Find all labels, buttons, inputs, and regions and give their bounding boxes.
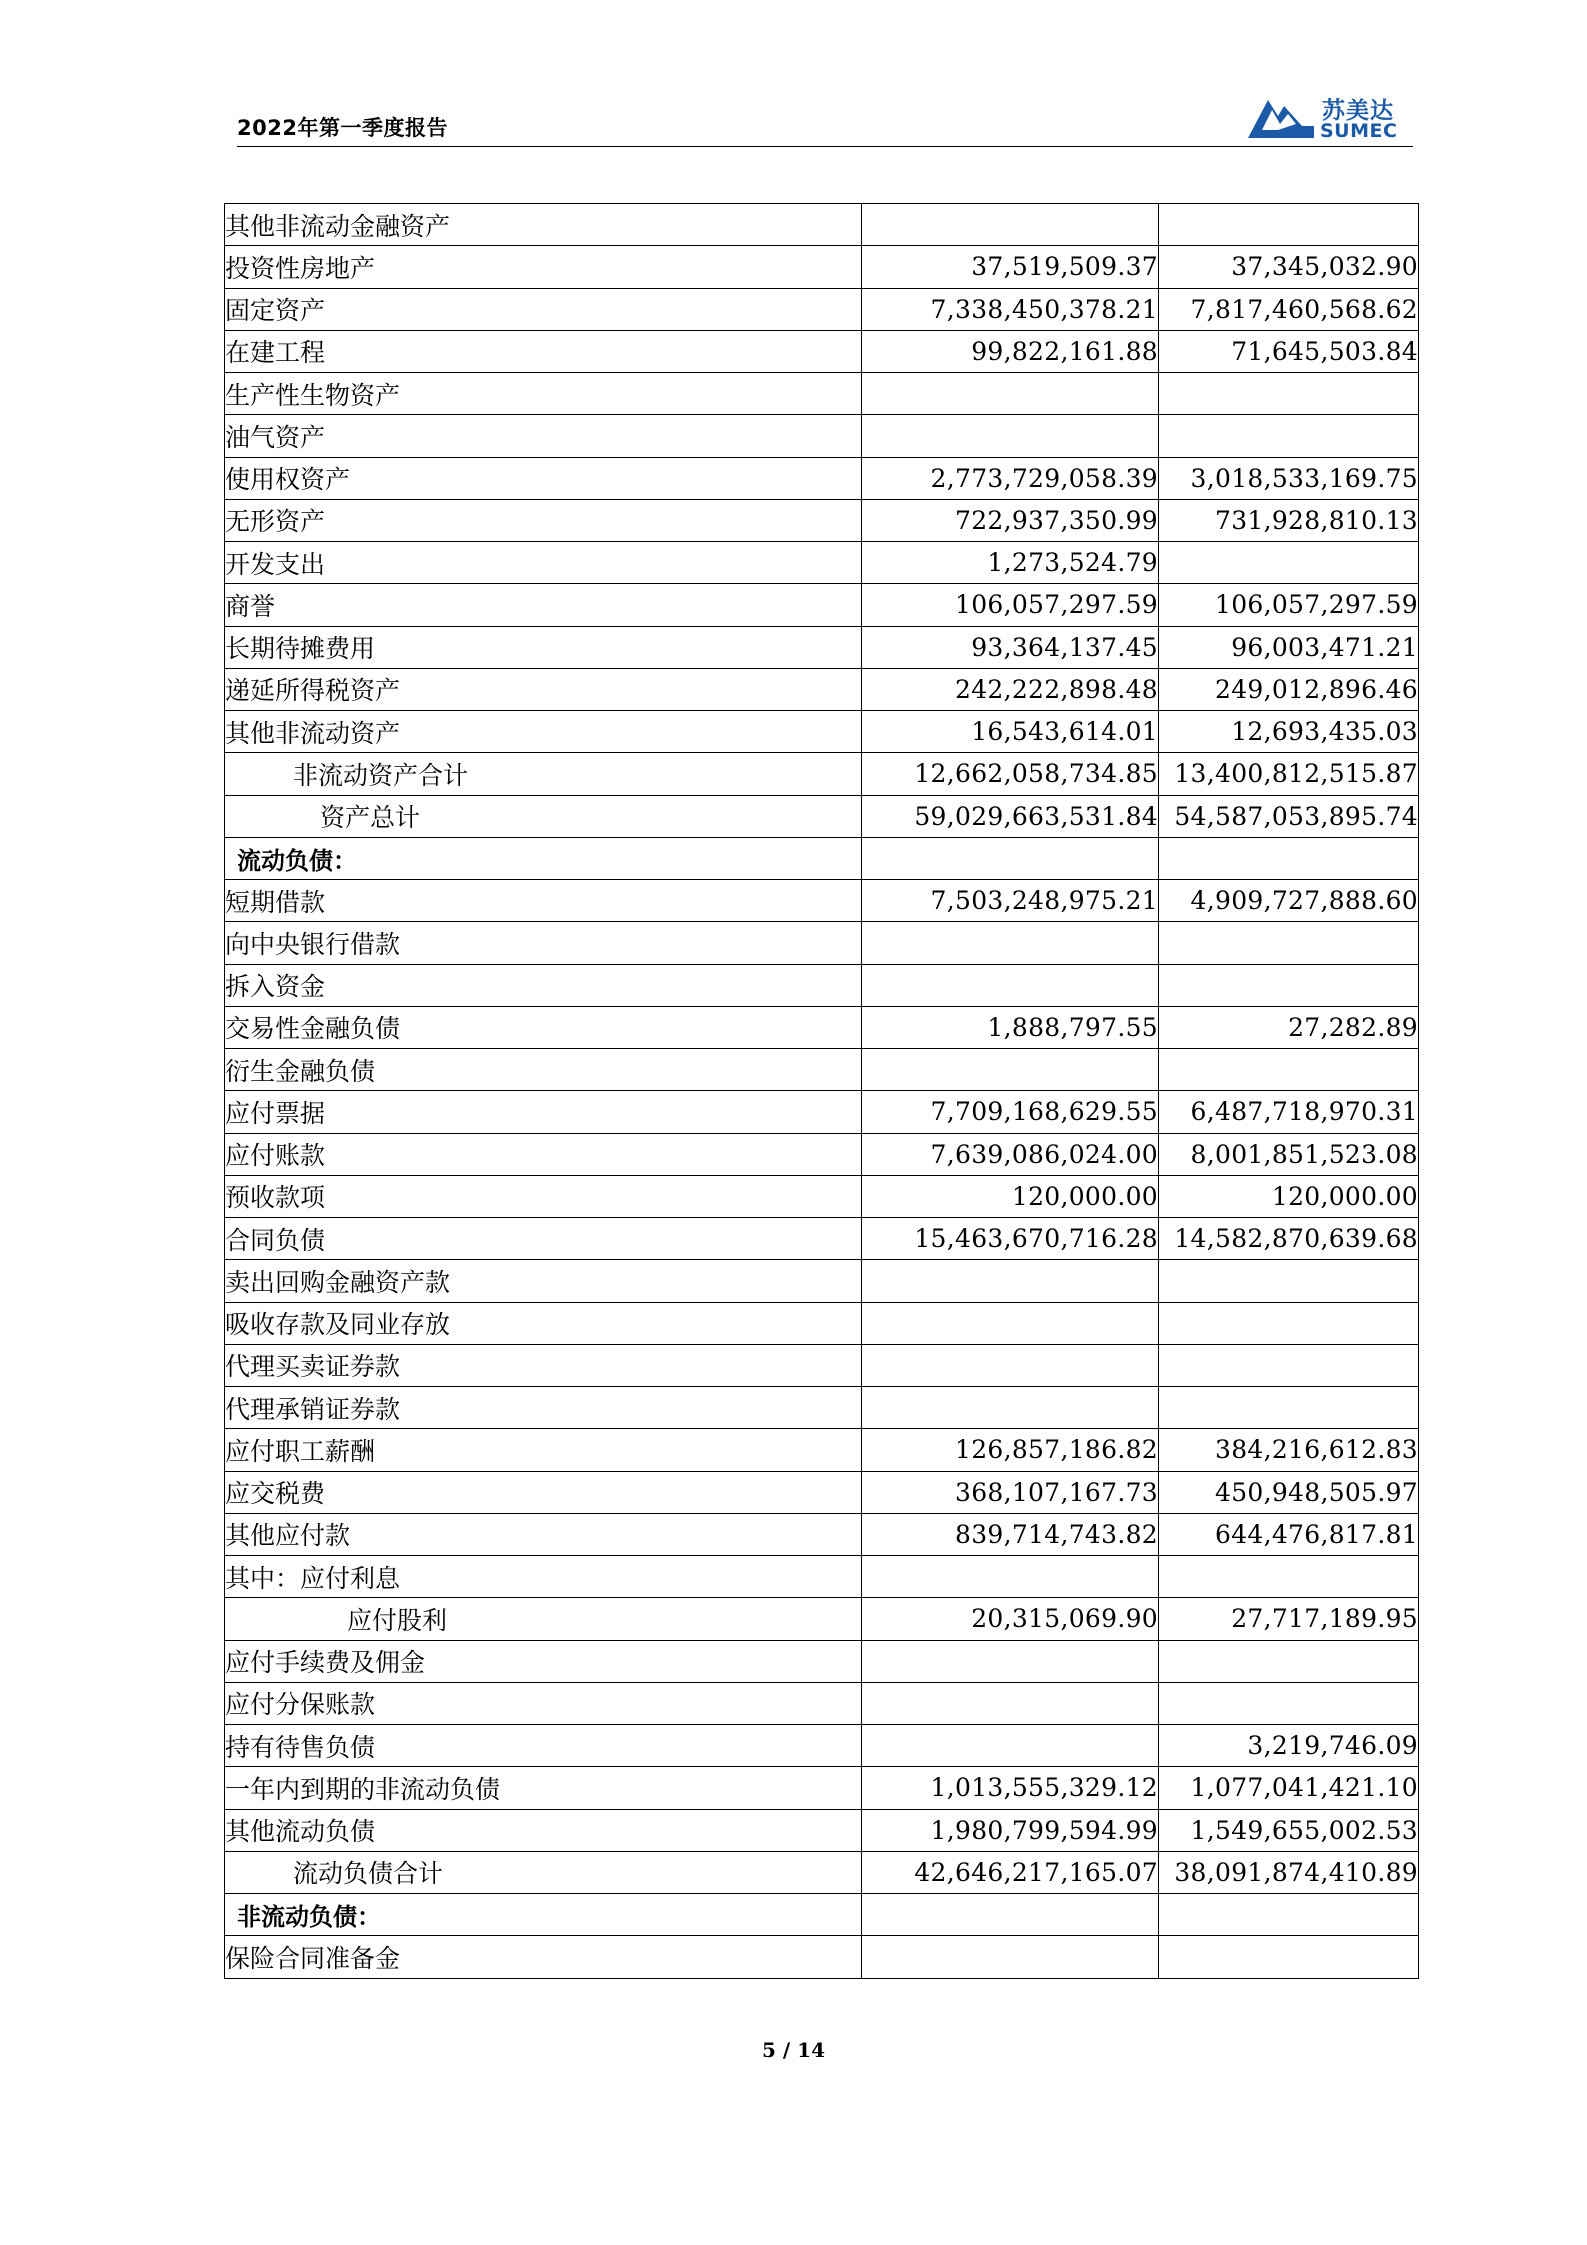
row-label: 应付职工薪酬 bbox=[225, 1429, 862, 1471]
prior-period-value: 71,645,503.84 bbox=[1159, 330, 1419, 372]
table-row bbox=[225, 711, 1419, 753]
prior-period-value: 8,001,851,523.08 bbox=[1159, 1133, 1419, 1175]
prior-period-value bbox=[1159, 1344, 1419, 1386]
current-period-value: 368,107,167.73 bbox=[862, 1471, 1159, 1513]
table-row bbox=[225, 542, 1419, 584]
table-row bbox=[225, 246, 1419, 288]
table-row bbox=[225, 1429, 1419, 1471]
current-period-value bbox=[862, 1049, 1159, 1091]
table-row bbox=[225, 922, 1419, 964]
row-label: 应付手续费及佣金 bbox=[225, 1640, 862, 1682]
current-period-value: 99,822,161.88 bbox=[862, 330, 1159, 372]
current-period-value: 106,057,297.59 bbox=[862, 584, 1159, 626]
row-label: 无形资产 bbox=[225, 499, 862, 541]
prior-period-value: 54,587,053,895.74 bbox=[1159, 795, 1419, 837]
table-row bbox=[225, 880, 1419, 922]
section-heading: 非流动负债： bbox=[225, 1894, 862, 1936]
current-period-value bbox=[862, 1682, 1159, 1724]
row-label: 衍生金融负债 bbox=[225, 1049, 862, 1091]
prior-period-value: 38,091,874,410.89 bbox=[1159, 1851, 1419, 1893]
current-period-value: 839,714,743.82 bbox=[862, 1513, 1159, 1555]
table-row bbox=[225, 330, 1419, 372]
table-row bbox=[225, 1894, 1419, 1936]
row-label: 应付账款 bbox=[225, 1133, 862, 1175]
row-label: 油气资产 bbox=[225, 415, 862, 457]
prior-period-value: 249,012,896.46 bbox=[1159, 668, 1419, 710]
logo-english-name: SUMEC bbox=[1320, 120, 1398, 142]
row-label: 其他应付款 bbox=[225, 1513, 862, 1555]
header-rule bbox=[237, 146, 1413, 147]
current-period-value: 7,338,450,378.21 bbox=[862, 288, 1159, 330]
prior-period-value: 27,282.89 bbox=[1159, 1006, 1419, 1048]
prior-period-value bbox=[1159, 373, 1419, 415]
prior-period-value bbox=[1159, 1894, 1419, 1936]
row-label: 商誉 bbox=[225, 584, 862, 626]
current-period-value bbox=[862, 922, 1159, 964]
current-period-value bbox=[862, 1640, 1159, 1682]
row-label: 生产性生物资产 bbox=[225, 373, 862, 415]
row-label: 其他非流动资产 bbox=[225, 711, 862, 753]
row-label: 交易性金融负债 bbox=[225, 1006, 862, 1048]
prior-period-value bbox=[1159, 204, 1419, 246]
prior-period-value bbox=[1159, 415, 1419, 457]
row-label: 递延所得税资产 bbox=[225, 668, 862, 710]
prior-period-value: 120,000.00 bbox=[1159, 1175, 1419, 1217]
prior-period-value: 384,216,612.83 bbox=[1159, 1429, 1419, 1471]
table-row bbox=[225, 1091, 1419, 1133]
current-period-value bbox=[862, 204, 1159, 246]
row-label: 吸收存款及同业存放 bbox=[225, 1302, 862, 1344]
table-row bbox=[225, 668, 1419, 710]
current-period-value bbox=[862, 1556, 1159, 1598]
table-row bbox=[225, 1175, 1419, 1217]
row-label: 一年内到期的非流动负债 bbox=[225, 1767, 862, 1809]
row-label: 固定资产 bbox=[225, 288, 862, 330]
current-period-value bbox=[862, 1260, 1159, 1302]
current-period-value: 7,503,248,975.21 bbox=[862, 880, 1159, 922]
prior-period-value: 1,549,655,002.53 bbox=[1159, 1809, 1419, 1851]
prior-period-value: 3,219,746.09 bbox=[1159, 1725, 1419, 1767]
table-row bbox=[225, 457, 1419, 499]
table-row bbox=[225, 837, 1419, 879]
prior-period-value: 13,400,812,515.87 bbox=[1159, 753, 1419, 795]
current-period-value: 120,000.00 bbox=[862, 1175, 1159, 1217]
row-label: 代理承销证券款 bbox=[225, 1387, 862, 1429]
table-row bbox=[225, 1471, 1419, 1513]
table-row bbox=[225, 626, 1419, 668]
logo-chinese-name: 苏美达 bbox=[1322, 98, 1394, 124]
table-row bbox=[225, 1344, 1419, 1386]
sumec-logo-icon bbox=[1248, 94, 1314, 138]
current-period-value bbox=[862, 1725, 1159, 1767]
current-period-value bbox=[862, 1344, 1159, 1386]
row-label: 使用权资产 bbox=[225, 457, 862, 499]
table-row bbox=[225, 584, 1419, 626]
table-row bbox=[225, 1682, 1419, 1724]
prior-period-value: 12,693,435.03 bbox=[1159, 711, 1419, 753]
table-row bbox=[225, 415, 1419, 457]
current-period-value: 42,646,217,165.07 bbox=[862, 1851, 1159, 1893]
table-row bbox=[225, 1387, 1419, 1429]
prior-period-value bbox=[1159, 1936, 1419, 1978]
prior-period-value bbox=[1159, 1387, 1419, 1429]
table-row bbox=[225, 1218, 1419, 1260]
table-row bbox=[225, 795, 1419, 837]
prior-period-value: 1,077,041,421.10 bbox=[1159, 1767, 1419, 1809]
row-label: 卖出回购金融资产款 bbox=[225, 1260, 862, 1302]
table-row bbox=[225, 1556, 1419, 1598]
prior-period-value: 14,582,870,639.68 bbox=[1159, 1218, 1419, 1260]
section-heading: 流动负债： bbox=[225, 837, 862, 879]
table-row bbox=[225, 373, 1419, 415]
current-period-value: 1,980,799,594.99 bbox=[862, 1809, 1159, 1851]
row-label: 在建工程 bbox=[225, 330, 862, 372]
prior-period-value: 450,948,505.97 bbox=[1159, 1471, 1419, 1513]
row-label: 短期借款 bbox=[225, 880, 862, 922]
current-period-value: 722,937,350.99 bbox=[862, 499, 1159, 541]
current-period-value: 126,857,186.82 bbox=[862, 1429, 1159, 1471]
prior-period-value: 37,345,032.90 bbox=[1159, 246, 1419, 288]
page-number: 5 / 14 bbox=[762, 2038, 825, 2062]
prior-period-value bbox=[1159, 964, 1419, 1006]
current-period-value bbox=[862, 964, 1159, 1006]
row-label: 其他非流动金融资产 bbox=[225, 204, 862, 246]
row-label: 应付票据 bbox=[225, 1091, 862, 1133]
prior-period-value: 106,057,297.59 bbox=[1159, 584, 1419, 626]
row-label: 持有待售负债 bbox=[225, 1725, 862, 1767]
prior-period-value: 3,018,533,169.75 bbox=[1159, 457, 1419, 499]
current-period-value: 2,773,729,058.39 bbox=[862, 457, 1159, 499]
prior-period-value: 644,476,817.81 bbox=[1159, 1513, 1419, 1555]
row-label: 向中央银行借款 bbox=[225, 922, 862, 964]
row-label: 其中：应付利息 bbox=[225, 1556, 862, 1598]
row-label: 应交税费 bbox=[225, 1471, 862, 1513]
table-row bbox=[225, 1133, 1419, 1175]
table-row bbox=[225, 1302, 1419, 1344]
current-period-value bbox=[862, 1936, 1159, 1978]
current-period-value: 16,543,614.01 bbox=[862, 711, 1159, 753]
current-period-value: 12,662,058,734.85 bbox=[862, 753, 1159, 795]
company-logo bbox=[1248, 90, 1416, 142]
table-row bbox=[225, 1598, 1419, 1640]
current-period-value: 1,273,524.79 bbox=[862, 542, 1159, 584]
prior-period-value bbox=[1159, 1302, 1419, 1344]
balance-sheet-rows bbox=[225, 204, 1419, 1979]
prior-period-value: 7,817,460,568.62 bbox=[1159, 288, 1419, 330]
row-label: 拆入资金 bbox=[225, 964, 862, 1006]
table-row bbox=[225, 964, 1419, 1006]
current-period-value bbox=[862, 1302, 1159, 1344]
prior-period-value: 4,909,727,888.60 bbox=[1159, 880, 1419, 922]
current-period-value bbox=[862, 373, 1159, 415]
table-row bbox=[225, 499, 1419, 541]
table-row bbox=[225, 1260, 1419, 1302]
table-row bbox=[225, 288, 1419, 330]
table-row bbox=[225, 1851, 1419, 1893]
prior-period-value bbox=[1159, 1556, 1419, 1598]
row-label: 应付分保账款 bbox=[225, 1682, 862, 1724]
row-label: 投资性房地产 bbox=[225, 246, 862, 288]
row-label: 非流动资产合计 bbox=[225, 753, 862, 795]
row-label: 保险合同准备金 bbox=[225, 1936, 862, 1978]
prior-period-value bbox=[1159, 837, 1419, 879]
table-row bbox=[225, 1809, 1419, 1851]
current-period-value: 37,519,509.37 bbox=[862, 246, 1159, 288]
prior-period-value bbox=[1159, 1260, 1419, 1302]
current-period-value bbox=[862, 837, 1159, 879]
table-row bbox=[225, 753, 1419, 795]
current-period-value: 15,463,670,716.28 bbox=[862, 1218, 1159, 1260]
current-period-value: 1,013,555,329.12 bbox=[862, 1767, 1159, 1809]
table-row bbox=[225, 1640, 1419, 1682]
prior-period-value bbox=[1159, 1049, 1419, 1091]
row-label: 合同负债 bbox=[225, 1218, 862, 1260]
current-period-value: 20,315,069.90 bbox=[862, 1598, 1159, 1640]
row-label: 长期待摊费用 bbox=[225, 626, 862, 668]
prior-period-value: 731,928,810.13 bbox=[1159, 499, 1419, 541]
current-period-value bbox=[862, 1387, 1159, 1429]
row-label: 其他流动负债 bbox=[225, 1809, 862, 1851]
prior-period-value: 27,717,189.95 bbox=[1159, 1598, 1419, 1640]
table-row bbox=[225, 1513, 1419, 1555]
prior-period-value: 6,487,718,970.31 bbox=[1159, 1091, 1419, 1133]
row-label: 应付股利 bbox=[225, 1598, 862, 1640]
current-period-value: 242,222,898.48 bbox=[862, 668, 1159, 710]
current-period-value: 93,364,137.45 bbox=[862, 626, 1159, 668]
row-label: 流动负债合计 bbox=[225, 1851, 862, 1893]
row-label: 代理买卖证券款 bbox=[225, 1344, 862, 1386]
row-label: 预收款项 bbox=[225, 1175, 862, 1217]
row-label: 资产总计 bbox=[225, 795, 862, 837]
prior-period-value: 96,003,471.21 bbox=[1159, 626, 1419, 668]
table-row bbox=[225, 1936, 1419, 1978]
table-row bbox=[225, 1725, 1419, 1767]
current-period-value bbox=[862, 415, 1159, 457]
table-row bbox=[225, 1767, 1419, 1809]
table-row bbox=[225, 204, 1419, 246]
current-period-value: 1,888,797.55 bbox=[862, 1006, 1159, 1048]
table-row bbox=[225, 1006, 1419, 1048]
report-title: 2022年第一季度报告 bbox=[237, 116, 448, 140]
prior-period-value bbox=[1159, 542, 1419, 584]
current-period-value: 7,639,086,024.00 bbox=[862, 1133, 1159, 1175]
row-label: 开发支出 bbox=[225, 542, 862, 584]
current-period-value bbox=[862, 1894, 1159, 1936]
balance-sheet-table bbox=[224, 203, 1419, 1979]
current-period-value: 59,029,663,531.84 bbox=[862, 795, 1159, 837]
table-row bbox=[225, 1049, 1419, 1091]
prior-period-value bbox=[1159, 1682, 1419, 1724]
prior-period-value bbox=[1159, 1640, 1419, 1682]
current-period-value: 7,709,168,629.55 bbox=[862, 1091, 1159, 1133]
prior-period-value bbox=[1159, 922, 1419, 964]
